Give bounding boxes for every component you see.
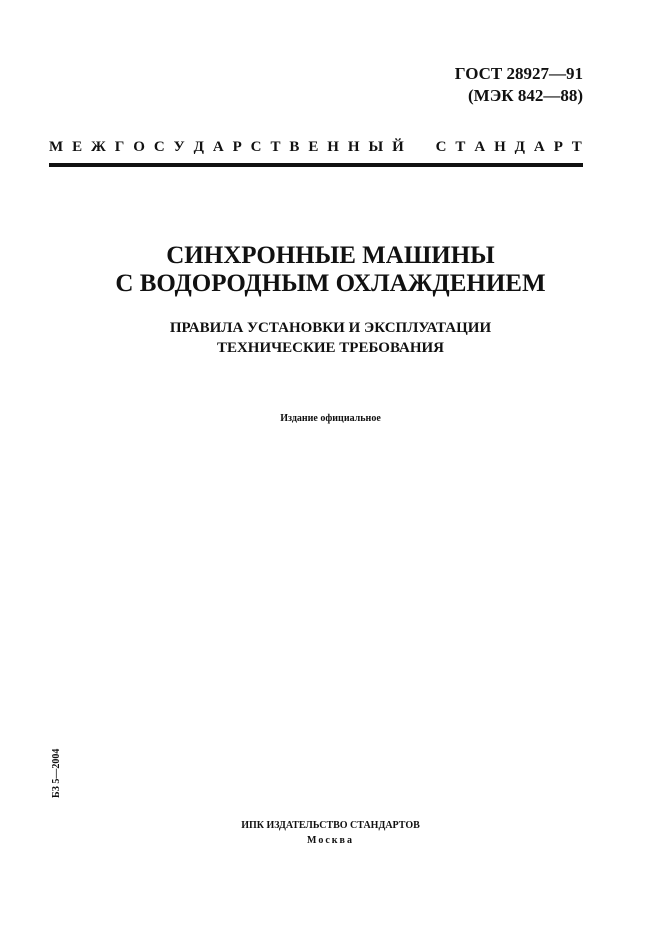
document-title — [0, 242, 661, 298]
standard-type-letter: Д — [514, 139, 525, 155]
standard-type-letter: Т — [270, 139, 281, 155]
publisher-block — [0, 818, 661, 848]
standard-type-letter: М — [49, 139, 64, 155]
standard-type-letter: С — [435, 139, 447, 155]
subtitle-line-2: ТЕХНИЧЕСКИЕ ТРЕБОВАНИЯ — [216, 340, 445, 356]
standard-type-letter: Й — [392, 139, 404, 155]
document-subtitle — [0, 318, 661, 358]
standard-type-letter: С — [250, 139, 262, 155]
standard-type-letter: В — [289, 139, 300, 155]
standard-type-letter: Ж — [91, 139, 106, 155]
title-line-2: С ВОДОРОДНЫМ ОХЛАЖДЕНИЕМ — [115, 270, 546, 297]
heading-rule — [49, 163, 583, 167]
gost-number: ГОСТ 28927—91 — [454, 64, 583, 83]
standard-type-letter: Р — [232, 139, 242, 155]
standard-type-letter: А — [533, 139, 545, 155]
standard-type-letter: Ы — [368, 139, 384, 155]
standard-type-letter: О — [133, 139, 145, 155]
edition-label: Издание официальное — [280, 413, 381, 424]
word-gap — [413, 139, 427, 156]
standard-type-letter: А — [474, 139, 486, 155]
standard-type-letter: Е — [72, 139, 83, 155]
subtitle-line-1: ПРАВИЛА УСТАНОВКИ И ЭКСПЛУАТАЦИИ — [169, 320, 492, 336]
standard-type-letter: Т — [455, 139, 466, 155]
standard-type-letter: Г — [114, 139, 125, 155]
iec-number: (МЭК 842—88) — [468, 86, 583, 105]
standard-type-letter: Т — [571, 139, 582, 155]
title-line-1: СИНХРОННЫЕ МАШИНЫ — [166, 242, 495, 269]
standard-type-letter: Н — [347, 139, 360, 155]
side-code: БЗ 5—2004 — [51, 748, 62, 798]
standard-type-letter: А — [212, 139, 224, 155]
standard-type-heading — [49, 139, 582, 156]
document-number-block — [455, 63, 583, 107]
standard-type-letter: Е — [308, 139, 319, 155]
standard-type-letter: Н — [494, 139, 506, 155]
standard-type-letter: Н — [327, 139, 339, 155]
standard-type-letter: Р — [553, 139, 563, 155]
standard-type-letter: Д — [193, 139, 204, 155]
publisher-city: Москва — [307, 835, 354, 846]
standard-type-letter: У — [173, 139, 185, 155]
publisher-name: ИПК ИЗДАТЕЛЬСТВО СТАНДАРТОВ — [241, 820, 420, 831]
standard-type-letter: С — [153, 139, 165, 155]
